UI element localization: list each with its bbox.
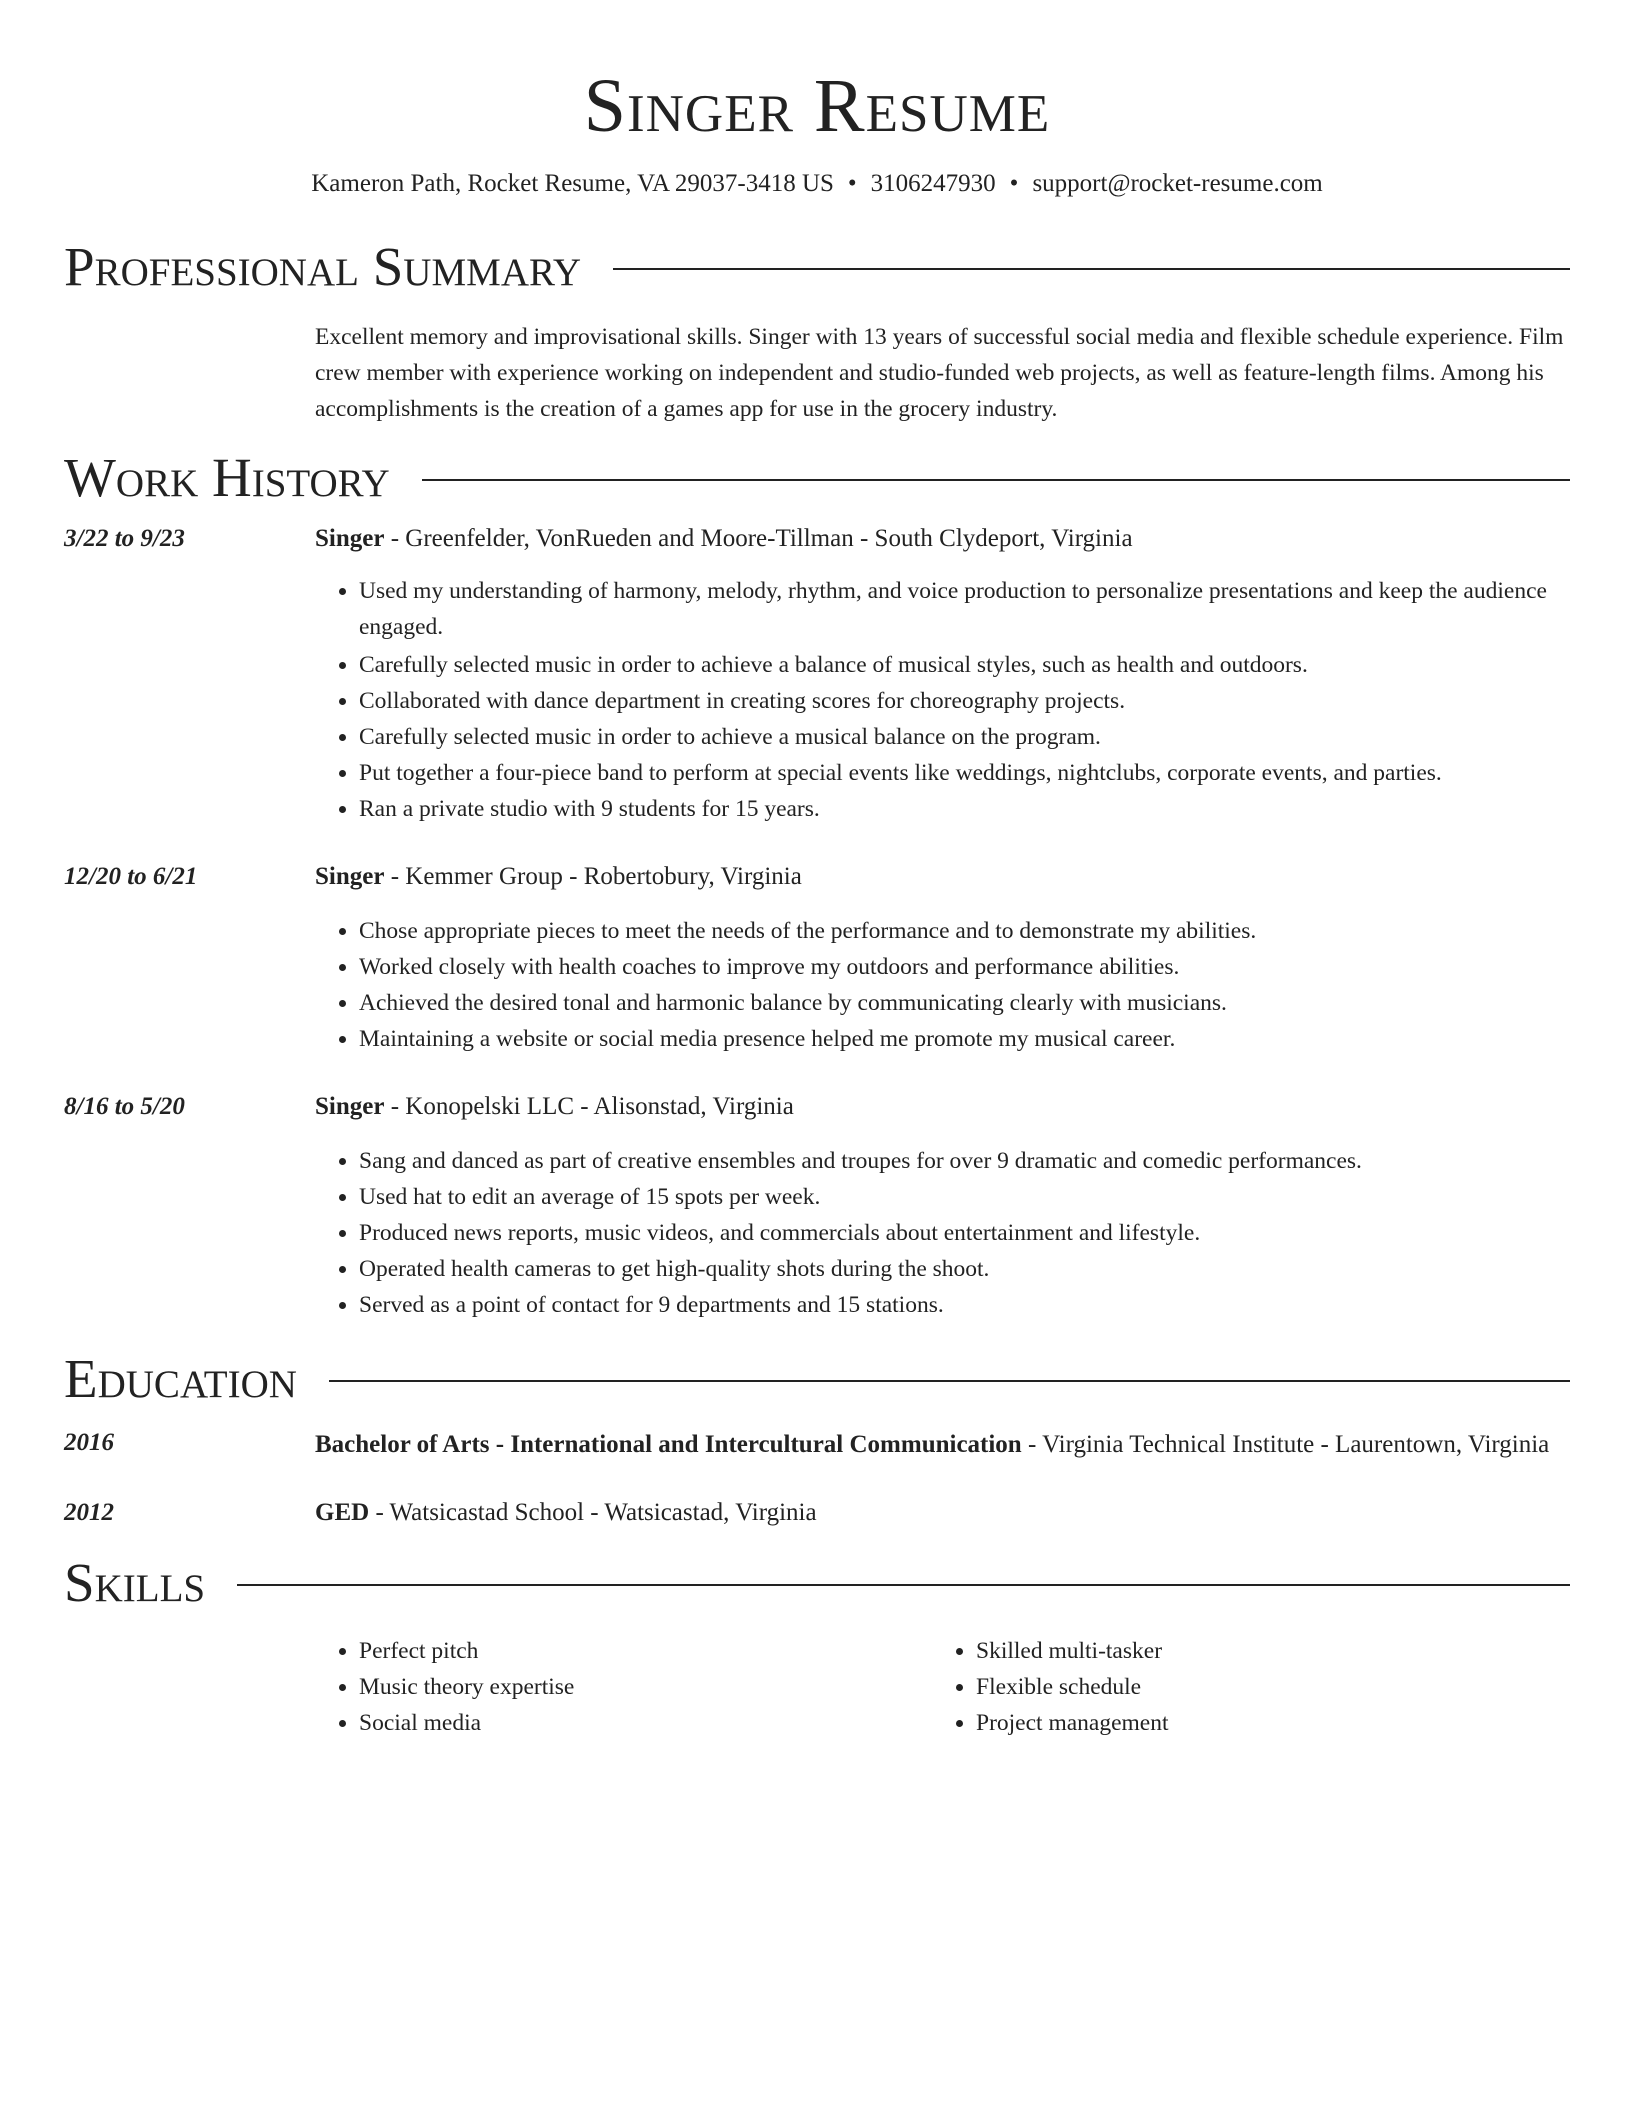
contact-phone: 3106247930 [870, 170, 996, 197]
skills-heading [64, 1553, 1570, 1613]
summary-section [64, 237, 1570, 427]
education-heading [64, 1349, 1570, 1409]
list-item: • Maintaining a website or social media presence helped me promote my musical career. [359, 1021, 1570, 1057]
list-item: • Sang and danced as part of creative ensembles and troupes for over 9 dramatic and comedic performances. [359, 1143, 1570, 1179]
contact-line [64, 168, 1570, 200]
job-role: Singer [315, 863, 385, 890]
job-role: Singer [315, 1093, 385, 1120]
education-degree: Bachelor of Arts - International and Intercultural Communication [315, 1431, 1022, 1458]
skill-item: • Social media [359, 1705, 932, 1741]
education-entry [64, 1425, 1570, 1465]
contact-separator: • [1009, 170, 1019, 197]
section-title: Education [64, 1348, 297, 1409]
job-details: - Kemmer Group - Robertobury, Virginia [384, 863, 802, 890]
job-role: Singer [315, 525, 385, 552]
section-divider [329, 1380, 1570, 1382]
skills-section [64, 1553, 1570, 1741]
resume-page [64, 0, 1570, 1741]
list-item: • Chose appropriate pieces to meet the needs of the performance and to demonstrate my abilities. [359, 913, 1570, 949]
skills-column-2 [932, 1633, 1549, 1741]
section-divider [422, 479, 1570, 481]
job-dates: 3/22 to 9/23 [64, 525, 185, 552]
skill-item: • Music theory expertise [359, 1669, 932, 1705]
job-title-line [315, 1089, 1570, 1125]
job-title-line [315, 521, 1570, 557]
job-bullets [315, 573, 1570, 827]
list-item: • Carefully selected music in order to achieve a musical balance on the program. [359, 719, 1570, 755]
education-year: 2012 [64, 1499, 114, 1526]
education-details: - Virginia Technical Institute - Laurentown, Virginia [1021, 1431, 1550, 1458]
section-title: Skills [64, 1552, 206, 1613]
work-history-section [64, 448, 1570, 1323]
work-history-heading [64, 448, 1570, 508]
job-entry [64, 859, 1570, 1057]
contact-email: support@rocket-resume.com [1032, 170, 1323, 197]
list-item: • Achieved the desired tonal and harmonic balance by communicating clearly with musicians. [359, 985, 1570, 1021]
education-year: 2016 [64, 1429, 114, 1456]
list-item: • Carefully selected music in order to achieve a balance of musical styles, such as health and outdoors. [359, 647, 1570, 683]
education-details: - Watsicastad School - Watsicastad, Virginia [369, 1499, 817, 1526]
job-entry [64, 1089, 1570, 1323]
list-item: • Ran a private studio with 9 students for 15 years. [359, 791, 1570, 827]
list-item: • Served as a point of contact for 9 departments and 15 stations. [359, 1287, 1570, 1323]
section-divider [237, 1584, 1570, 1586]
contact-address: Kameron Path, Rocket Resume, VA 29037-3418 US [311, 170, 834, 197]
education-section [64, 1349, 1570, 1531]
list-item: • Used hat to edit an average of 15 spots per week. [359, 1179, 1570, 1215]
list-item: • Collaborated with dance department in creating scores for choreography projects. [359, 683, 1570, 719]
skill-item: • Project management [976, 1705, 1549, 1741]
job-details: - Greenfelder, VonRueden and Moore-Tillman - South Clydeport, Virginia [384, 525, 1133, 552]
job-entry [64, 521, 1570, 827]
list-item: • Used my understanding of harmony, melody, rhythm, and voice production to personalize presentations and keep the audience engaged. [359, 573, 1570, 645]
skill-item: • Skilled multi-tasker [976, 1633, 1549, 1669]
summary-text: Excellent memory and improvisational skills. Singer with 13 years of successful social media and flexible schedule experience. Film crew member with experience working on independent and studio-funded web projects, as well as feature-length films. Among his accomplishments is the creation of a games app for use in the grocery industry. [315, 324, 1564, 422]
list-item: • Put together a four-piece band to perform at special events like weddings, nightclubs, corporate events, and parties. [359, 755, 1570, 791]
section-title: Work History [64, 447, 390, 508]
contact-separator: • [847, 170, 857, 197]
job-bullets [315, 913, 1570, 1057]
summary-heading [64, 237, 1570, 297]
job-dates: 12/20 to 6/21 [64, 863, 198, 890]
job-title-line [315, 859, 1570, 895]
job-dates: 8/16 to 5/20 [64, 1093, 185, 1120]
education-degree: GED [315, 1499, 370, 1526]
resume-name: Singer Resume [583, 64, 1051, 148]
section-title: Professional Summary [64, 236, 582, 297]
skill-item: • Perfect pitch [359, 1633, 932, 1669]
list-item: • Produced news reports, music videos, and commercials about entertainment and lifestyle. [359, 1215, 1570, 1251]
list-item: • Worked closely with health coaches to improve my outdoors and performance abilities. [359, 949, 1570, 985]
job-bullets [315, 1143, 1570, 1323]
skills-column-1 [315, 1633, 932, 1741]
skill-item: • Flexible schedule [976, 1669, 1549, 1705]
skills-list [315, 1633, 1570, 1741]
section-divider [613, 268, 1570, 270]
list-item: • Operated health cameras to get high-quality shots during the shoot. [359, 1251, 1570, 1287]
education-entry [64, 1495, 1570, 1531]
job-details: - Konopelski LLC - Alisonstad, Virginia [384, 1093, 794, 1120]
